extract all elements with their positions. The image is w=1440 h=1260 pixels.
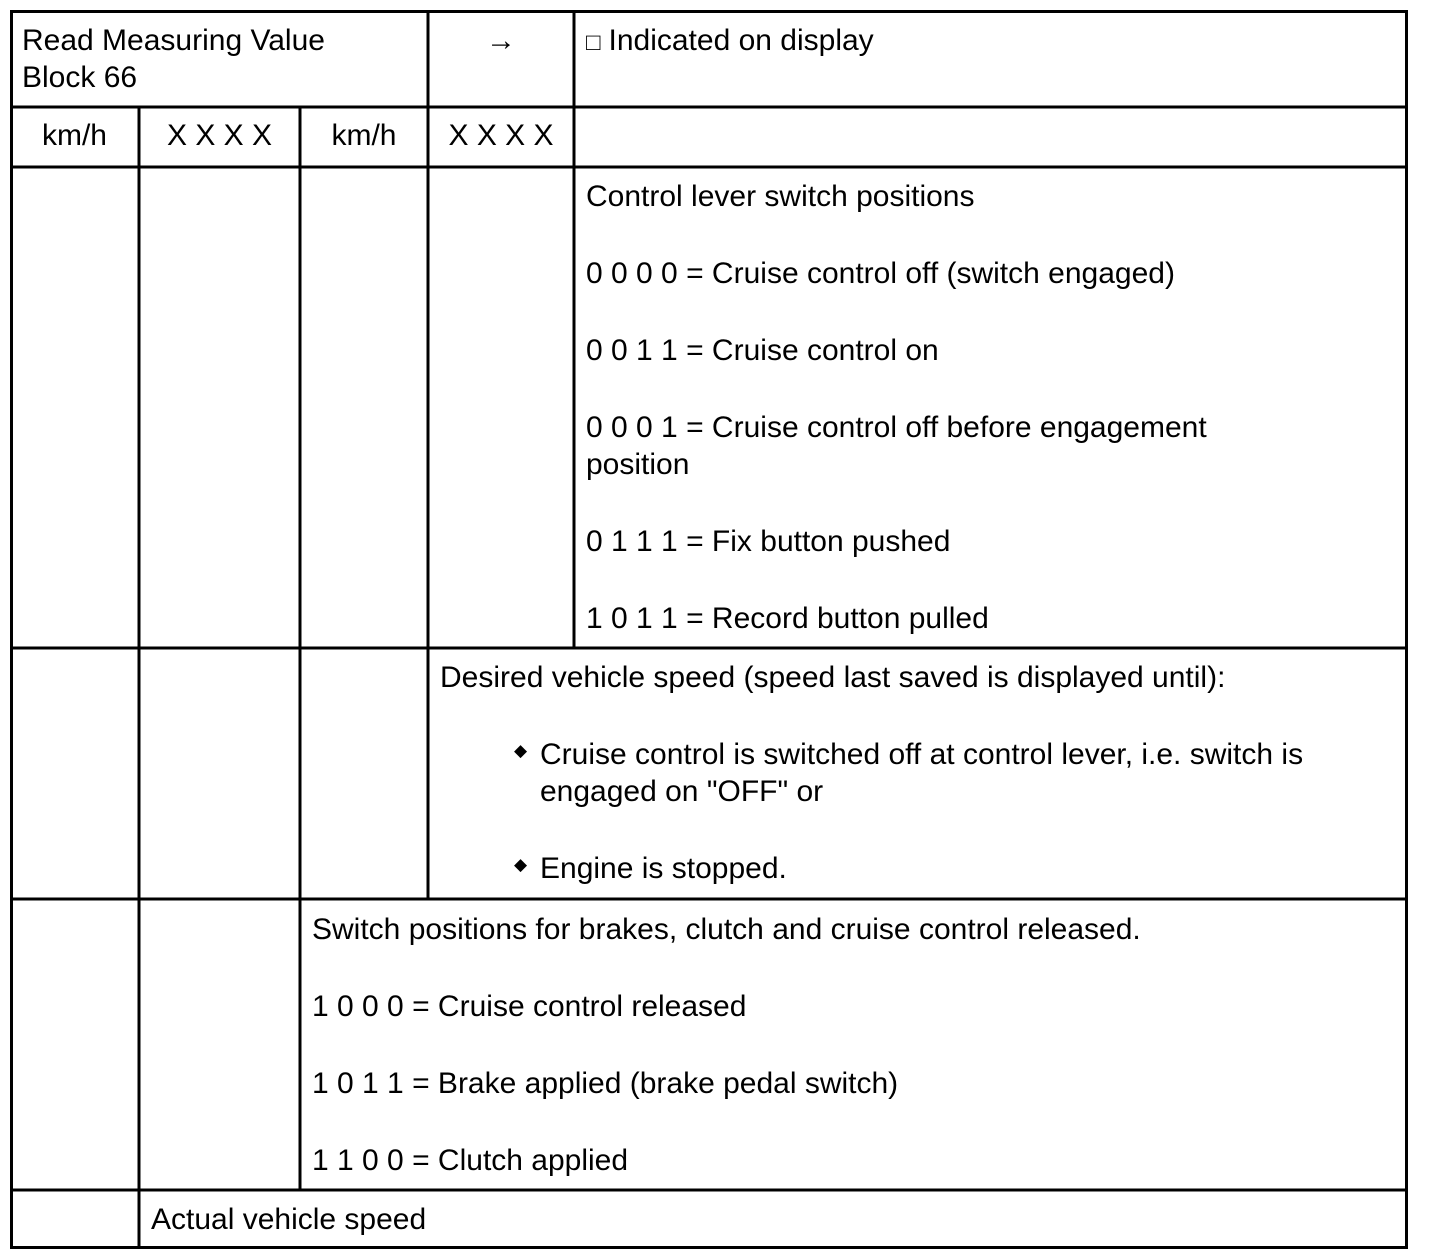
field4-item: 1 0 1 1 = Record button pulled <box>586 602 989 635</box>
header-title <box>22 22 422 96</box>
field2-item: 1 0 0 0 = Cruise control released <box>312 990 747 1023</box>
field4-description <box>586 178 1396 637</box>
field4-item: 0 0 0 1 = Cruise control off before engagement <box>586 411 1207 444</box>
field3-bullet-item <box>514 850 1400 887</box>
field4-item-continuation: position <box>586 448 690 481</box>
field2-description <box>312 911 1402 1179</box>
field3-title: Desired vehicle speed (speed last saved is displayed until): <box>440 661 1226 694</box>
diamond-bullet-icon: ◆ <box>514 741 528 760</box>
field4-item: 0 0 1 1 = Cruise control on <box>586 334 939 367</box>
display-field-1: km/h <box>41 119 107 152</box>
field2-item: 1 1 0 0 = Clutch applied <box>312 1144 629 1177</box>
field4-item: 0 0 0 0 = Cruise control off (switch engaged) <box>586 257 1175 290</box>
field2-title: Switch positions for brakes, clutch and cruise control released. <box>312 913 1141 946</box>
header-title-line2: Block 66 <box>22 61 138 94</box>
bullet-text-line: Engine is stopped. <box>540 852 787 885</box>
field4-item: 0 1 1 1 = Fix button pushed <box>586 525 951 558</box>
bullet-text-line: engaged on "OFF" or <box>540 775 824 808</box>
display-field-3: km/h <box>331 119 397 152</box>
measuring-value-table <box>10 10 1408 1249</box>
checkbox-icon: □ <box>586 29 601 56</box>
arrow-icon: → <box>486 24 516 57</box>
header-title-line1: Read Measuring Value <box>22 24 325 57</box>
field4-title: Control lever switch positions <box>586 180 975 213</box>
field1-description: Actual vehicle speed <box>151 1203 427 1236</box>
indicated-on-display <box>586 22 1386 61</box>
field2-item: 1 0 1 1 = Brake applied (brake pedal switch) <box>312 1067 899 1100</box>
display-field-2: X X X X <box>166 119 273 152</box>
indicated-label: Indicated on display <box>608 24 874 57</box>
diamond-bullet-icon: ◆ <box>514 855 528 874</box>
field3-bullet-item <box>514 736 1400 810</box>
bullet-text-line: Cruise control is switched off at control lever, i.e. switch is <box>540 738 1304 771</box>
display-field-4: X X X X <box>448 119 554 152</box>
field3-description <box>440 659 1400 887</box>
